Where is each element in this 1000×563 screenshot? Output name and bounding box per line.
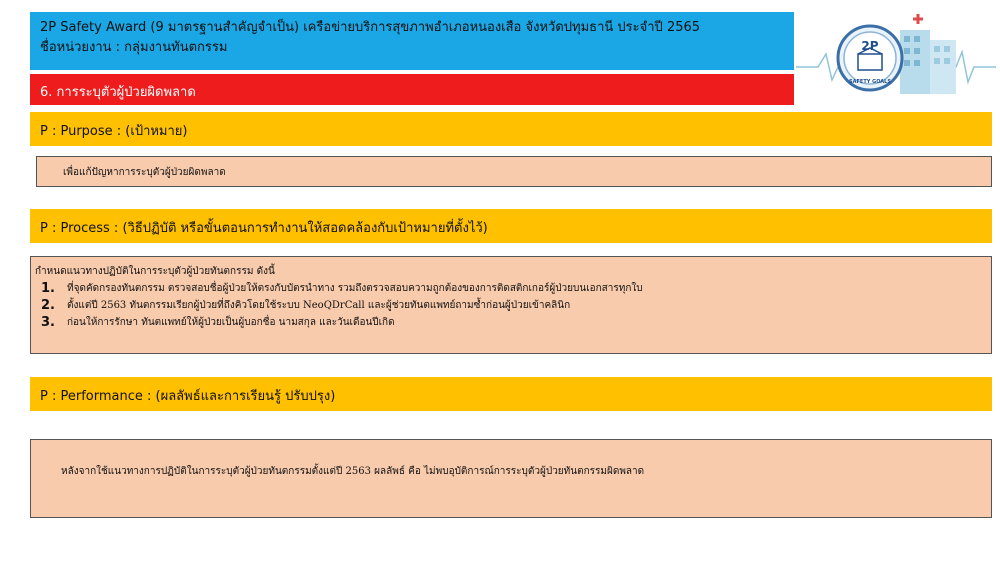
topic-banner [30,74,794,105]
step-text: ตั้งแต่ปี 2563 ทันตกรรมเรียกผู้ป่วยที่ถึงคิวโดยใช้ระบบ NeoQDrCall และผู้ช่วยทันตแพทย์ถามซ้ำก่อนผู้ป่วยเข้าคลินิก [67,300,571,311]
purpose-heading: P : Purpose : (เป้าหมาย) [40,124,188,139]
step-text: ที่จุดคัดกรองทันตกรรม ตรวจสอบชื่อผู้ป่วยให้ตรงกับบัตรนำทาง รวมถึงตรวจสอบความถูกต้องของการติดสติกเกอร์ผู้ป่วยบนเอกสารทุกใบ [67,283,643,294]
purpose-box [36,156,992,187]
topic-title: 6. การระบุตัวผู้ป่วยผิดพลาด [40,85,196,100]
process-box [30,256,992,354]
performance-header [30,377,992,411]
title-banner [30,12,794,70]
hospital-logo-graphic [796,12,996,106]
list-item [35,297,987,314]
step-text: ก่อนให้การรักษา ทันตแพทย์ให้ผู้ป่วยเป็นผู้บอกชื่อ นามสกุล และวันเดือนปีเกิด [67,317,395,328]
page-title: 2P Safety Award (9 มาตรฐานสำคัญจำเป็น) เครือข่ายบริการสุขภาพอำเภอหนองเสือ จังหวัดปทุมธานี ประจำปี 2565 [40,20,701,35]
process-heading: P : Process : (วิธีปฏิบัติ หรือขั้นตอนการทำงานให้สอดคล้องกับเป้าหมายที่ตั้งไว้) [40,221,488,236]
logo-text: 2P [861,39,879,53]
purpose-text: เพื่อแก้ปัญหาการระบุตัวผู้ป่วยผิดพลาด [63,167,226,178]
list-item [35,314,987,331]
process-intro: กำหนดแนวทางปฏิบัติในการระบุตัวผู้ป่วยทันตกรรม ดังนี้ [35,266,275,277]
safety-goals-logo [796,12,996,106]
performance-box [30,439,992,518]
step-number: 3. [41,315,55,330]
process-header [30,209,992,243]
purpose-header [30,112,992,146]
performance-heading: P : Performance : (ผลลัพธ์และการเรียนรู้ ปรับปรุง) [40,389,336,404]
list-item [35,280,987,297]
department-name: ชื่อหน่วยงาน : กลุ่มงานทันตกรรม [40,40,228,55]
logo-subtext: SAFETY GOALS [849,79,891,85]
step-number: 2. [41,298,55,313]
performance-text: หลังจากใช้แนวทางการปฏิบัติในการระบุตัวผู้ป่วยทันตกรรมตั้งแต่ปี 2563 ผลลัพธ์ คือ ไม่พบอุบัติการณ์การระบุตัวผู้ป่วยทันตกรรมผิดพลาด [61,466,645,477]
step-number: 1. [41,281,55,296]
